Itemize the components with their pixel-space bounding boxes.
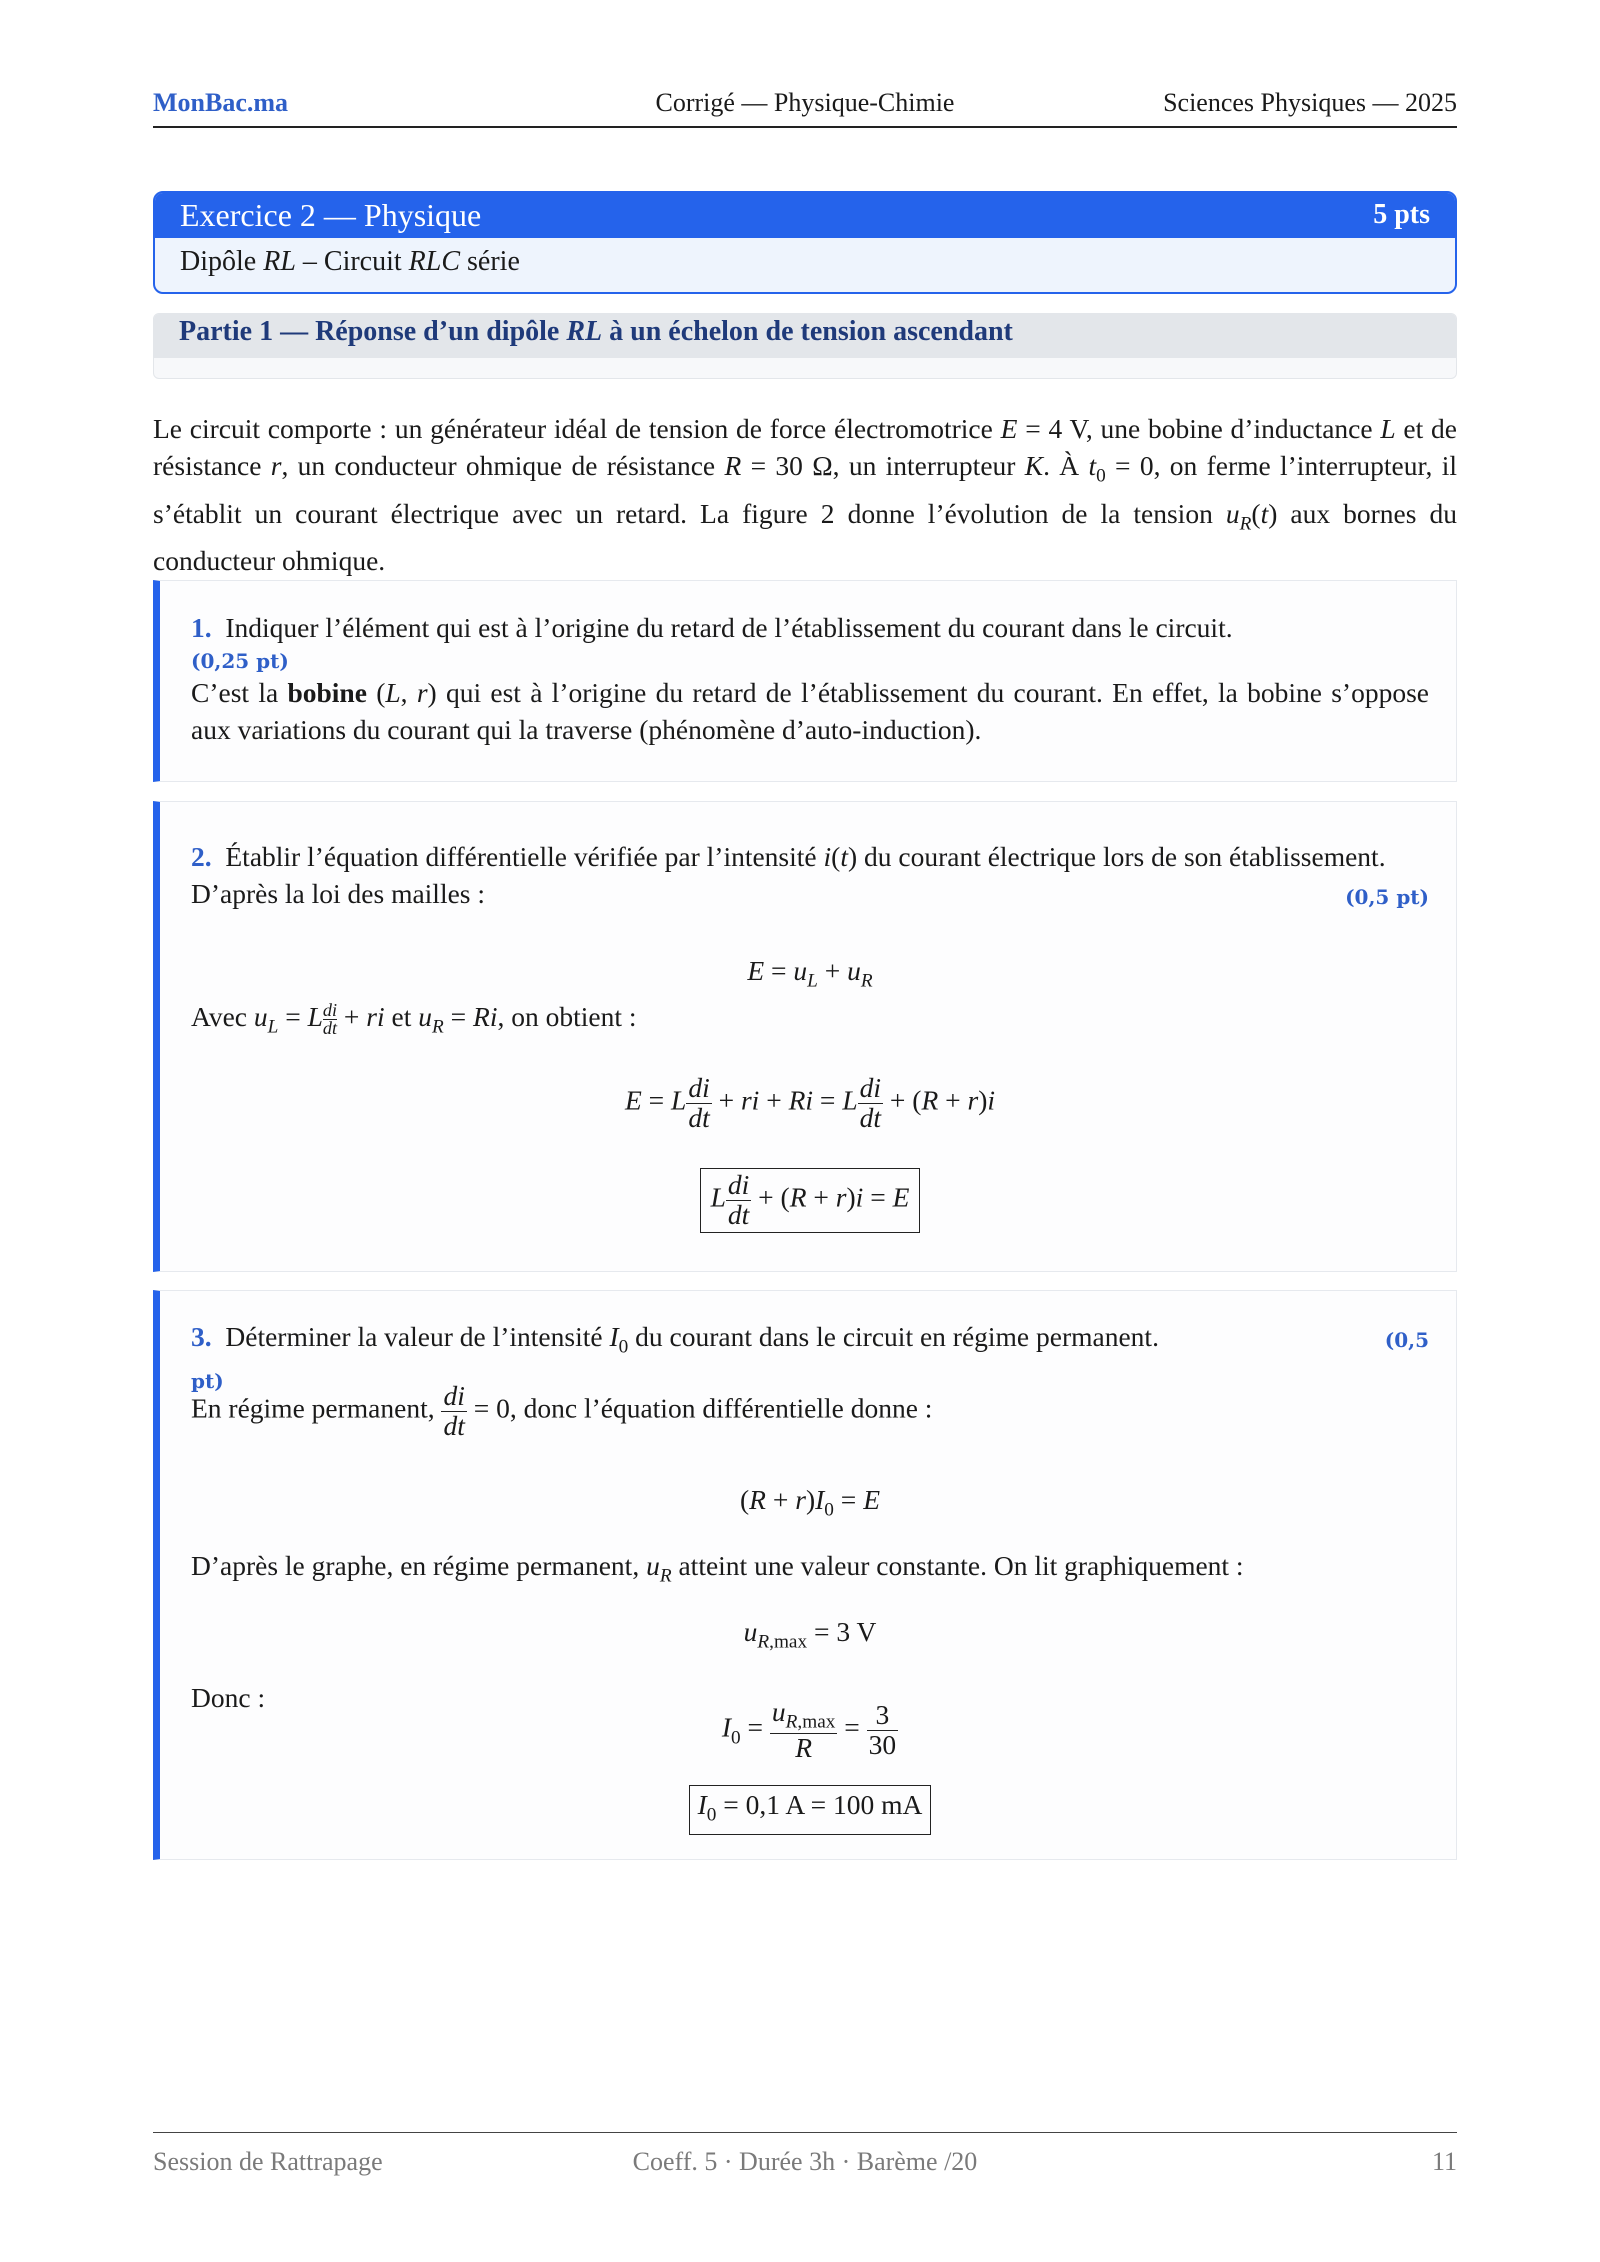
points-badge: (0,5 pt) — [1345, 885, 1429, 909]
equation-expansion: E = L $\frac{di}{dt}$ + ri + Ri = L $\frac{di}{dt}$ + (R + r)i — [624, 1072, 996, 1133]
points-badge: (0,25 pt) — [191, 649, 289, 673]
subtitle-math: RLC — [408, 246, 461, 277]
intro-text: et de résistance — [153, 413, 1457, 481]
question-card-1 — [153, 580, 1457, 782]
question-3-text — [191, 1318, 1429, 1366]
equation-steady-state: $(R + r)I_0 = E$ — [740, 1484, 880, 1521]
intro-text: , un conducteur ohmique de résistance — [281, 450, 725, 481]
math-I0: $I_0$ — [609, 1321, 629, 1358]
question-text: du courant électrique lors de son établissement. — [857, 841, 1386, 872]
equation-differential-boxed: L $\frac{di}{dt}$ + (R + r)i = E — [191, 1168, 1429, 1233]
intro-text: Le circuit comporte : un générateur idéal de tension de force électromotrice — [153, 413, 1001, 444]
header-title: Corrigé — Physique-Chimie — [655, 88, 955, 117]
part-title-text: Partie 1 — Réponse d’un dipôle — [179, 316, 567, 347]
question-2-content — [191, 838, 1429, 1258]
answer-text: D’après la loi des mailles : — [191, 878, 486, 909]
intro-text: = 30 Ω, un interrupteur — [741, 450, 1025, 481]
intro-text: . À — [1043, 450, 1089, 481]
question-text: Indiquer l’élément qui est à l’origine du retard de l’établissement du courant dans le circuit. — [225, 612, 1233, 643]
question-number: 1. — [191, 612, 212, 643]
question-text: Établir l’équation différentielle vérifiée par l’intensité — [225, 841, 824, 872]
equation-uR-max: $u_{R,max} = 3$ V — [743, 1616, 877, 1653]
answer-steady-state: En régime permanent, $\frac{di}{dt}$ = 0, donc l’équation différentielle donne : — [191, 1380, 933, 1441]
subtitle-text: Dipôle — [180, 246, 264, 277]
question-text: du courant dans le circuit en régime permanent. — [628, 1321, 1159, 1352]
equation-mesh-law: $E = u_L + u_R$ — [747, 955, 873, 992]
exercise-title: Exercice 2 — Physique — [180, 197, 482, 233]
intro-paragraph — [153, 410, 1457, 579]
result-value: = 0,1 A = 100 mA — [723, 1789, 923, 1820]
question-card-2 — [153, 801, 1457, 1272]
answer-text: et — [384, 1001, 419, 1032]
part-heading — [153, 313, 1457, 379]
answer-text: En régime permanent, — [191, 1392, 435, 1424]
exercise-header — [155, 193, 1455, 238]
equation-I0-calc: $I_0$ = $\frac{u_{R,max}}{R}$ = $\frac{3}{30}$ — [721, 1696, 897, 1763]
answer-text: qui est à l’origine du retard de l’établissement du courant. En effet, la bobine s’oppose aux variations du courant qui la traverse (phénomène d’auto-induction). — [191, 677, 1429, 745]
brand-link[interactable]: MonBac.ma — [153, 88, 289, 117]
header-subject: Sciences Physiques — 2025 — [1163, 88, 1457, 117]
math-r: r — [270, 450, 282, 481]
answer-text: D’après le graphe, en régime permanent, — [191, 1550, 647, 1581]
points-badge: (0,5 — [1384, 1328, 1429, 1352]
question-1-content — [191, 609, 1429, 748]
math-t0: $t_0$ — [1088, 450, 1106, 487]
answer-text: Avec — [191, 1001, 254, 1032]
math-R: R — [724, 450, 742, 481]
exercise-points: 5 pts — [1373, 199, 1430, 230]
math-L: L — [1380, 413, 1396, 444]
math-uR-t: $u_R(t)$ — [1225, 497, 1278, 535]
part-title — [154, 314, 1456, 358]
fraction-denominator: 30 — [868, 1728, 897, 1760]
exercise-subtitle — [155, 238, 1455, 278]
page-number: 11 — [1431, 2147, 1457, 2176]
answer-text: atteint une valeur constante. On lit graphiquement : — [671, 1550, 1244, 1581]
answer-bold: bobine — [287, 677, 367, 708]
intro-text: = 4 V, une bobine d’inductance — [1017, 413, 1381, 444]
page-header — [153, 88, 1457, 128]
subtitle-math: RL — [263, 246, 296, 277]
answer-text: , on obtient : — [497, 1001, 637, 1032]
question-1-points — [191, 646, 1429, 674]
part-title-text: à un échelon de tension ascendant — [602, 316, 1013, 347]
answer-text: = 0, donc l’équation différentielle donne : — [473, 1392, 933, 1424]
answer-text: Donc : — [191, 1682, 266, 1713]
footer-session: Session de Rattrapage — [153, 2147, 383, 2176]
part-title-math: RL — [566, 316, 603, 347]
question-3-content — [191, 1318, 1429, 1848]
question-1-text — [191, 609, 1429, 646]
question-number: 3. — [191, 1321, 212, 1352]
answer-1 — [191, 674, 1429, 748]
question-number: 2. — [191, 841, 212, 872]
points-badge: pt) — [191, 1368, 224, 1393]
subtitle-text: – Circuit — [295, 246, 409, 277]
math-E: E — [1000, 413, 1018, 444]
fraction-numerator: 3 — [867, 1701, 899, 1731]
exercise-box — [153, 191, 1457, 294]
intro-text: = 0, on ferme l’interrupteur, il s’établit un courant électrique avec un retard. La figure 2 donne l’évolution de la tension — [153, 450, 1457, 529]
math-L-r: (L, r) — [376, 677, 437, 708]
answer-avec-line: Avec $u_L = L$ $\frac{di}{dt}$ + ri et $u_R = Ri$, on obtient : — [191, 999, 637, 1039]
math-i-t: i(t) — [823, 841, 858, 872]
intro-text: aux bornes du conducteur ohmique. — [153, 497, 1458, 577]
equation-value: = 3 V — [813, 1616, 877, 1647]
answer-graph-reading: D’après le graphe, en régime permanent, $u_R$ atteint une valeur constante. On lit graphiquement : — [191, 1550, 1244, 1587]
equation-I0-result-boxed: $I_0 = 0,1$ A = 100 mA — [191, 1785, 1429, 1835]
question-text: Déterminer la valeur de l’intensité — [225, 1321, 610, 1352]
math-K: K — [1024, 450, 1044, 481]
question-card-3 — [153, 1290, 1457, 1860]
subtitle-text: série — [460, 246, 520, 277]
page-footer — [153, 2132, 1457, 2176]
footer-info: Coeff. 5 · Durée 3h · Barème /20 — [632, 2147, 978, 2176]
answer-text: C’est la — [191, 677, 288, 708]
